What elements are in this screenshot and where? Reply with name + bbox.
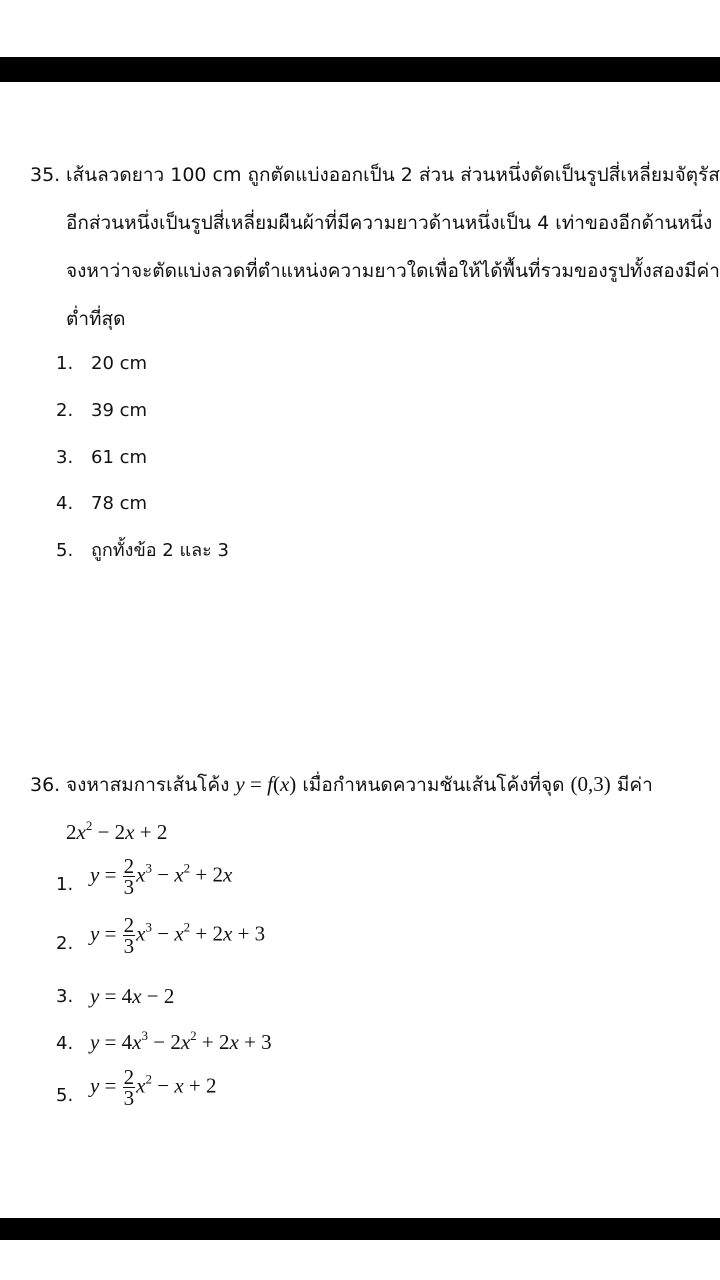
option-number: 4. (56, 1033, 74, 1054)
option-number: 5. (56, 540, 74, 561)
option-equation: y = $\frac{2}{3}$ $x^3 - x^2 + 2x + 3$ (90, 913, 266, 958)
question-text-line-3: จงหาว่าจะตัดแบ่งลวดที่ตำแหน่งความยาวใดเพื่อให้ได้พื้นที่รวมของรูปทั้งสองมีค่า (66, 260, 720, 282)
option-equation: y = $\frac{2}{3}$ $x^3 - x^2 + 2x$ (90, 854, 233, 899)
question-text-line-1: เส้นลวดยาว 100 cm ถูกตัดแบ่งออกเป็น 2 ส่วน ส่วนหนึ่งดัดเป็นรูปสี่เหลี่ยมจัตุรัส (66, 164, 720, 186)
option-text: 78 cm (91, 493, 148, 514)
option-equation: y = 4x − 2 (90, 984, 175, 1008)
option-number: 3. (56, 447, 74, 468)
question-text-line-4: ต่ำที่สุด (66, 308, 126, 330)
option-equation: $y = 4x^3 - 2x^2 + 2x + 3$ (90, 1028, 272, 1054)
slope-expression: $2x^2 - 2x + 2$ (66, 818, 168, 844)
stem-suffix: มีค่า (616, 774, 653, 796)
option-text: 39 cm (91, 400, 148, 421)
option-number: 3. (56, 986, 74, 1007)
option-text: 20 cm (91, 353, 148, 374)
option-number: 4. (56, 493, 74, 514)
option-number: 2. (56, 933, 74, 954)
question-number: 35. (30, 164, 61, 186)
option-number: 5. (56, 1085, 74, 1106)
option-text: 61 cm (91, 447, 148, 468)
option-number: 1. (56, 874, 74, 895)
option-number: 2. (56, 400, 74, 421)
question-number: 36. (30, 774, 61, 796)
bottom-black-bar (0, 1218, 720, 1240)
top-black-bar (0, 57, 720, 82)
function-notation: y = f(x) (235, 772, 297, 796)
question-text-line-1 (66, 774, 653, 795)
question-text-line-2: อีกส่วนหนึ่งเป็นรูปสี่เหลี่ยมผืนผ้าที่มีความยาวด้านหนึ่งเป็น 4 เท่าของอีกด้านหนึ่ง (66, 212, 713, 234)
stem-middle: เมื่อกำหนดความชันเส้นโค้งที่จุด (302, 774, 565, 796)
option-number: 1. (56, 353, 74, 374)
option-text: ถูกทั้งข้อ 2 และ 3 (91, 540, 229, 561)
option-equation: y = $\frac{2}{3}$ $x^2 - x + 2$ (90, 1065, 217, 1110)
stem-prefix: จงหาสมการเส้นโค้ง (66, 774, 230, 796)
point: (0,3) (570, 772, 611, 796)
